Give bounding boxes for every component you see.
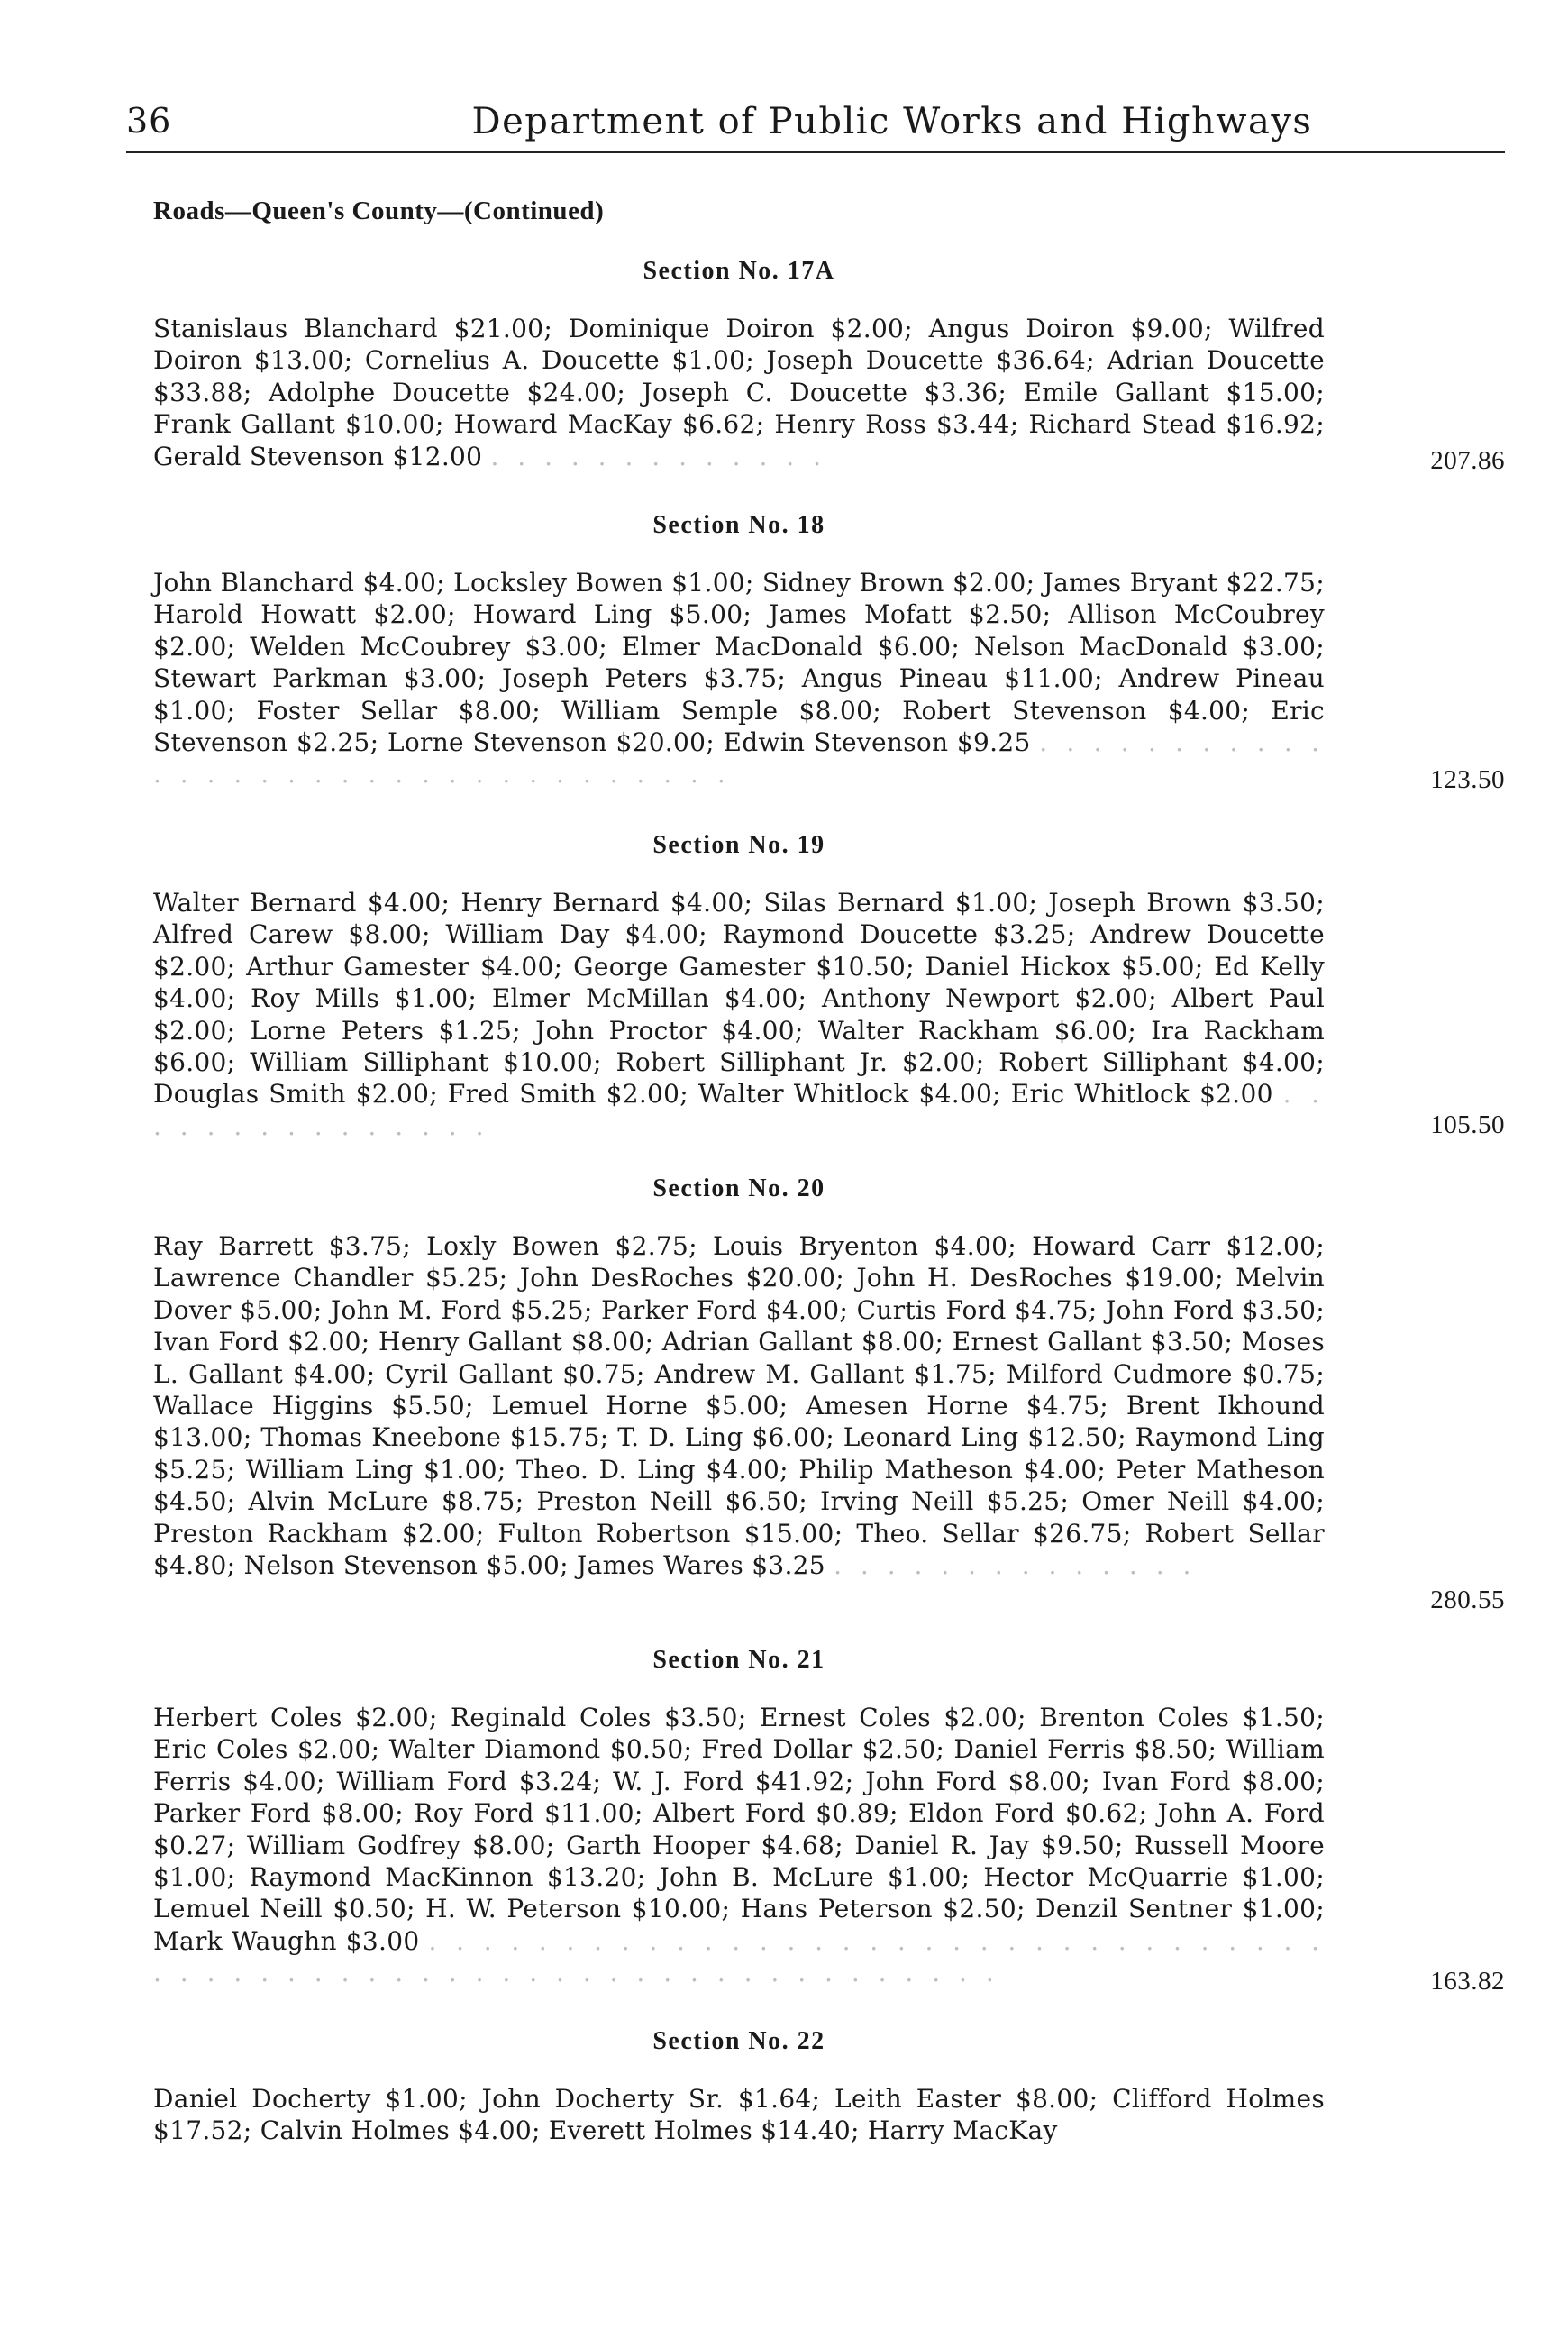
section-text: Daniel Docherty $1.00; John Docherty Sr. $1.64; Leith Easter $8.00; Clifford Holmes $17.52; Calvin Holmes $4.00; Everett Holmes $14.40; Harry MacKay	[153, 2084, 1325, 2146]
dot-leader: . . . . . . . . . . . . . . .	[153, 1079, 1326, 1141]
page-number: 36	[126, 101, 172, 141]
section-text: Walter Bernard $4.00; Henry Bernard $4.00; Silas Bernard $1.00; Joseph Brown $3.50; Alfred Carew $8.00; William Day $4.00; Raymond Doucette $3.25; Andrew Doucette $2.00; Arthur Gamester $4.00; George Gamester $10.50; Daniel Hickox $5.00; Ed Kelly $4.00; Roy Mills $1.00; Elmer McMillan $4.00; Anthony Newport $2.00; Albert Paul $2.00; Lorne Peters $1.25; John Proctor $4.00; Walter Rackham $6.00; Ira Rackham $6.00; William Silliphant $10.00; Robert Silliphant Jr. $2.00; Robert Silliphant $4.00; Douglas Smith $2.00; Fred Smith $2.00; Walter Whitlock $4.00; Eric Whitlock $2.00	[153, 888, 1325, 1110]
section-heading: Section No. 17A	[643, 257, 835, 285]
section-total: 163.82	[1430, 1967, 1505, 1996]
continued-heading: Roads—Queen's County—(Continued)	[153, 196, 605, 225]
section-heading: Section No. 21	[652, 1646, 825, 1674]
section-body	[153, 1702, 1325, 1989]
dot-leader: . . . . . . . . . . . . . . . . . . . . . . . . . . . . . . . . .	[153, 727, 1326, 790]
section-total: 123.50	[1430, 765, 1505, 794]
section-19	[153, 831, 1505, 1142]
section-total: 207.86	[1430, 446, 1505, 475]
section-text: Stanislaus Blanchard $21.00; Dominique Doiron $2.00; Angus Doiron $9.00; Wilfred Doiron $13.00; Cornelius A. Doucette $1.00; Joseph Doucette $36.64; Adrian Doucette $33.88; Adolphe Doucette $24.00; Joseph C. Doucette $3.36; Emile Gallant $15.00; Frank Gallant $10.00; Howard MacKay $6.62; Henry Ross $3.44; Richard Stead $16.92; Gerald Stevenson $12.00	[153, 314, 1325, 471]
section-body	[153, 567, 1325, 790]
section-body	[153, 313, 1325, 472]
section-18	[153, 511, 1505, 794]
section-22	[153, 2027, 1505, 2147]
section-17a	[153, 257, 1505, 475]
page-header	[126, 101, 1505, 155]
section-heading: Section No. 22	[652, 2027, 825, 2055]
section-text: Herbert Coles $2.00; Reginald Coles $3.50; Ernest Coles $2.00; Brenton Coles $1.50; Eric Coles $2.00; Walter Diamond $0.50; Fred Dollar $2.50; Daniel Ferris $8.50; William Ferris $4.00; William Ford $3.24; W. J. Ford $41.92; John Ford $8.00; Ivan Ford $8.00; Parker Ford $8.00; Roy Ford $11.00; Albert Ford $0.89; Eldon Ford $0.62; John A. Ford $0.27; William Godfrey $8.00; Garth Hooper $4.68; Daniel R. Jay $9.50; Russell Moore $1.00; Raymond MacKinnon $13.20; John B. McLure $1.00; Hector McQuarrie $1.00; Lemuel Neill $0.50; H. W. Peterson $10.00; Hans Peterson $2.50; Denzil Sentner $1.00; Mark Waughn $3.00	[153, 1703, 1325, 1956]
section-text: Ray Barrett $3.75; Loxly Bowen $2.75; Louis Bryenton $4.00; Howard Carr $12.00; Lawrence Chandler $5.25; John DesRoches $20.00; John H. DesRoches $19.00; Melvin Dover $5.00; John M. Ford $5.25; Parker Ford $4.00; Curtis Ford $4.75; John Ford $3.50; Ivan Ford $2.00; Henry Gallant $8.00; Adrian Gallant $8.00; Ernest Gallant $3.50; Moses L. Gallant $4.00; Cyril Gallant $0.75; Andrew M. Gallant $1.75; Milford Cudmore $0.75; Wallace Higgins $5.50; Lemuel Horne $5.00; Amesen Horne $4.75; Brent Ikhound $13.00; Thomas Kneebone $15.75; T. D. Ling $6.00; Leonard Ling $12.50; Raymond Ling $5.25; William Ling $1.00; Theo. D. Ling $4.00; Philip Matheson $4.00; Peter Matheson $4.50; Alvin McLure $8.75; Preston Neill $6.50; Irving Neill $5.25; Omer Neill $4.00; Preston Rackham $2.00; Fulton Robertson $15.00; Theo. Sellar $26.75; Robert Sellar $4.80; Nelson Stevenson $5.00; James Wares $3.25	[153, 1231, 1325, 1581]
section-body	[153, 2083, 1325, 2147]
section-heading: Section No. 18	[652, 511, 825, 539]
section-text: John Blanchard $4.00; Locksley Bowen $1.00; Sidney Brown $2.00; James Bryant $22.75; Harold Howatt $2.00; Howard Ling $5.00; James Mofatt $2.50; Allison McCoubrey $2.00; Welden McCoubrey $3.00; Elmer MacDonald $6.00; Nelson MacDonald $3.00; Stewart Parkman $3.00; Joseph Peters $3.75; Angus Pineau $11.00; Andrew Pineau $1.00; Foster Sellar $8.00; William Semple $8.00; Robert Stevenson $4.00; Eric Stevenson $2.25; Lorne Stevenson $20.00; Edwin Stevenson $9.25	[153, 568, 1325, 758]
section-21	[153, 1646, 1505, 1996]
section-total: 105.50	[1430, 1110, 1505, 1139]
dot-leader: . . . . . . . . . . . . . .	[834, 1550, 1197, 1581]
section-body	[153, 1230, 1325, 1581]
section-heading: Section No. 19	[652, 831, 825, 859]
section-heading: Section No. 20	[652, 1174, 825, 1202]
running-title: Department of Public Works and Highways	[471, 101, 1313, 142]
header-rule	[126, 151, 1505, 153]
dot-leader: . . . . . . . . . . . . .	[490, 441, 826, 471]
section-body	[153, 887, 1325, 1142]
dot-leader: . . . . . . . . . . . . . . . . . . . . . . . . . . . . . . . . . . . . . . . . . . . . . . . . . . . . . . . . . . . . . . . . .	[153, 1925, 1325, 1988]
section-total: 280.55	[1430, 1585, 1505, 1614]
section-20	[153, 1174, 1505, 1614]
